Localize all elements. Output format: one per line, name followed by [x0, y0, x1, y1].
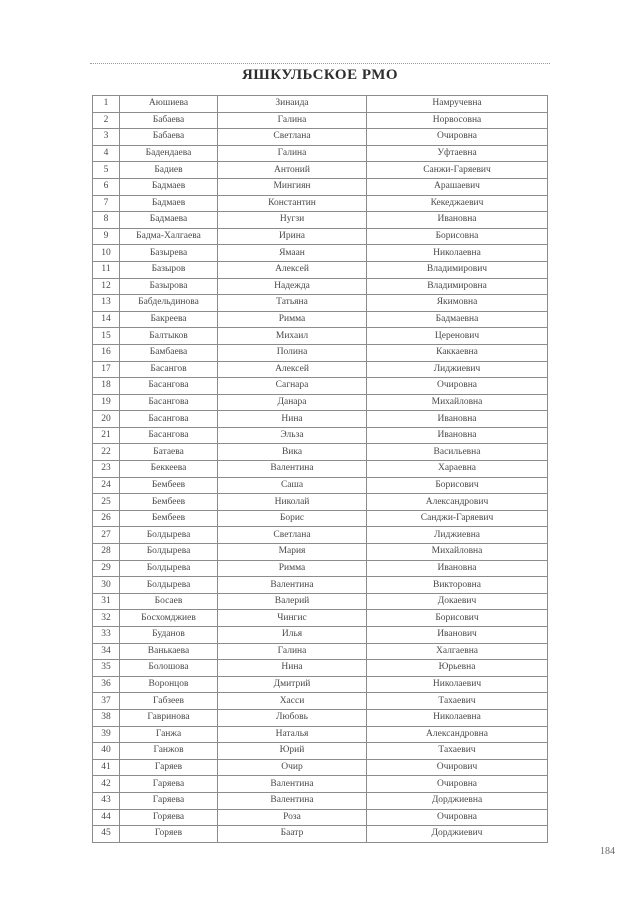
patronymic-cell: Иванович	[367, 627, 548, 644]
patronymic-cell: Уфтаевна	[367, 145, 548, 162]
patronymic-cell: Владимирович	[367, 261, 548, 278]
row-number: 6	[93, 178, 120, 195]
names-table	[92, 95, 548, 843]
surname-cell: Басангова	[120, 427, 218, 444]
surname-cell: Бадендаева	[120, 145, 218, 162]
name-cell: Татьяна	[218, 295, 367, 312]
row-number: 28	[93, 544, 120, 561]
patronymic-cell: Борисович	[367, 477, 548, 494]
row-number: 8	[93, 212, 120, 229]
patronymic-cell: Каккаевна	[367, 344, 548, 361]
table-row	[93, 178, 548, 195]
row-number: 23	[93, 461, 120, 478]
table-row	[93, 776, 548, 793]
patronymic-cell: Владимировна	[367, 278, 548, 295]
patronymic-cell: Ивановна	[367, 560, 548, 577]
surname-cell: Аюшиева	[120, 96, 218, 113]
name-cell: Зинаида	[218, 96, 367, 113]
surname-cell: Бабдельдинова	[120, 295, 218, 312]
name-cell: Борис	[218, 510, 367, 527]
patronymic-cell: Намручевна	[367, 96, 548, 113]
table-row	[93, 228, 548, 245]
row-number: 1	[93, 96, 120, 113]
patronymic-cell: Арашаевич	[367, 178, 548, 195]
surname-cell: Бадма-Халгаева	[120, 228, 218, 245]
table-row	[93, 394, 548, 411]
name-cell: Очир	[218, 759, 367, 776]
row-number: 10	[93, 245, 120, 262]
patronymic-cell: Ивановна	[367, 411, 548, 428]
surname-cell: Балтыков	[120, 328, 218, 345]
patronymic-cell: Александровна	[367, 726, 548, 743]
table-row	[93, 129, 548, 146]
name-cell: Наталья	[218, 726, 367, 743]
row-number: 11	[93, 261, 120, 278]
surname-cell: Ганжов	[120, 743, 218, 760]
names-table-body	[93, 96, 548, 843]
name-cell: Николай	[218, 494, 367, 511]
patronymic-cell: Норвосовна	[367, 112, 548, 129]
surname-cell: Батаева	[120, 444, 218, 461]
patronymic-cell: Михайловна	[367, 544, 548, 561]
surname-cell: Буданов	[120, 627, 218, 644]
row-number: 36	[93, 676, 120, 693]
table-row	[93, 311, 548, 328]
name-cell: Нугзи	[218, 212, 367, 229]
surname-cell: Беккеева	[120, 461, 218, 478]
row-number: 26	[93, 510, 120, 527]
patronymic-cell: Очирович	[367, 759, 548, 776]
patronymic-cell: Николаевна	[367, 245, 548, 262]
row-number: 39	[93, 726, 120, 743]
patronymic-cell: Бадмаевна	[367, 311, 548, 328]
surname-cell: Бабаева	[120, 129, 218, 146]
row-number: 25	[93, 494, 120, 511]
table-row	[93, 344, 548, 361]
surname-cell: Бембеев	[120, 510, 218, 527]
name-cell: Эльза	[218, 427, 367, 444]
table-row	[93, 328, 548, 345]
table-row	[93, 361, 548, 378]
name-cell: Галина	[218, 112, 367, 129]
surname-cell: Гаряева	[120, 776, 218, 793]
patronymic-cell: Хараевна	[367, 461, 548, 478]
surname-cell: Басангова	[120, 411, 218, 428]
name-cell: Валентина	[218, 461, 367, 478]
patronymic-cell: Лиджиевна	[367, 527, 548, 544]
name-cell: Галина	[218, 643, 367, 660]
table-row	[93, 162, 548, 179]
surname-cell: Бембеев	[120, 477, 218, 494]
table-row	[93, 245, 548, 262]
patronymic-cell: Санжи-Гаряевич	[367, 162, 548, 179]
page-title: ЯШКУЛЬСКОЕ РМО	[241, 67, 399, 83]
name-cell: Вика	[218, 444, 367, 461]
name-cell: Валентина	[218, 776, 367, 793]
row-number: 38	[93, 709, 120, 726]
row-number: 35	[93, 660, 120, 677]
top-divider	[90, 63, 550, 64]
surname-cell: Болдырева	[120, 577, 218, 594]
name-cell: Данара	[218, 394, 367, 411]
table-row	[93, 660, 548, 677]
patronymic-cell: Николаевич	[367, 676, 548, 693]
surname-cell: Бембеев	[120, 494, 218, 511]
row-number: 19	[93, 394, 120, 411]
table-row	[93, 411, 548, 428]
row-number: 15	[93, 328, 120, 345]
row-number: 22	[93, 444, 120, 461]
surname-cell: Ванькаева	[120, 643, 218, 660]
surname-cell: Болдырева	[120, 560, 218, 577]
name-cell: Михаил	[218, 328, 367, 345]
table-row	[93, 759, 548, 776]
name-cell: Чингис	[218, 610, 367, 627]
name-cell: Саша	[218, 477, 367, 494]
patronymic-cell: Викторовна	[367, 577, 548, 594]
name-cell: Дмитрий	[218, 676, 367, 693]
surname-cell: Ганжа	[120, 726, 218, 743]
table-row	[93, 96, 548, 113]
table-row	[93, 444, 548, 461]
surname-cell: Бадмаева	[120, 212, 218, 229]
row-number: 27	[93, 527, 120, 544]
name-cell: Полина	[218, 344, 367, 361]
table-row	[93, 826, 548, 843]
name-cell: Константин	[218, 195, 367, 212]
table-row	[93, 427, 548, 444]
row-number: 13	[93, 295, 120, 312]
table-row	[93, 510, 548, 527]
table-row	[93, 627, 548, 644]
row-number: 31	[93, 593, 120, 610]
surname-cell: Горяева	[120, 809, 218, 826]
surname-cell: Горяев	[120, 826, 218, 843]
row-number: 4	[93, 145, 120, 162]
surname-cell: Бабаева	[120, 112, 218, 129]
surname-cell: Гавринова	[120, 709, 218, 726]
table-row	[93, 527, 548, 544]
row-number: 37	[93, 693, 120, 710]
patronymic-cell: Халгаевна	[367, 643, 548, 660]
surname-cell: Болдырева	[120, 527, 218, 544]
surname-cell: Басангов	[120, 361, 218, 378]
patronymic-cell: Борисович	[367, 610, 548, 627]
patronymic-cell: Юрьевна	[367, 660, 548, 677]
name-cell: Светлана	[218, 129, 367, 146]
name-cell: Илья	[218, 627, 367, 644]
table-row	[93, 295, 548, 312]
table-row	[93, 544, 548, 561]
table-row	[93, 195, 548, 212]
surname-cell: Воронцов	[120, 676, 218, 693]
table-row	[93, 378, 548, 395]
row-number: 17	[93, 361, 120, 378]
surname-cell: Басангова	[120, 378, 218, 395]
row-number: 43	[93, 792, 120, 809]
row-number: 12	[93, 278, 120, 295]
name-cell: Римма	[218, 560, 367, 577]
name-cell: Нина	[218, 660, 367, 677]
name-cell: Алексей	[218, 261, 367, 278]
patronymic-cell: Очировна	[367, 378, 548, 395]
row-number: 3	[93, 129, 120, 146]
surname-cell: Бадиев	[120, 162, 218, 179]
surname-cell: Болошова	[120, 660, 218, 677]
patronymic-cell: Александрович	[367, 494, 548, 511]
surname-cell: Басангова	[120, 394, 218, 411]
patronymic-cell: Церенович	[367, 328, 548, 345]
name-cell: Мария	[218, 544, 367, 561]
row-number: 44	[93, 809, 120, 826]
patronymic-cell: Дорджиевна	[367, 792, 548, 809]
name-cell: Ямаан	[218, 245, 367, 262]
surname-cell: Базырева	[120, 245, 218, 262]
table-row	[93, 593, 548, 610]
surname-cell: Босхомджиев	[120, 610, 218, 627]
row-number: 9	[93, 228, 120, 245]
name-cell: Светлана	[218, 527, 367, 544]
surname-cell: Базырова	[120, 278, 218, 295]
table-row	[93, 726, 548, 743]
patronymic-cell: Лиджиевич	[367, 361, 548, 378]
table-row	[93, 809, 548, 826]
name-cell: Сагнара	[218, 378, 367, 395]
row-number: 30	[93, 577, 120, 594]
patronymic-cell: Тахаевич	[367, 693, 548, 710]
patronymic-cell: Михайловна	[367, 394, 548, 411]
row-number: 20	[93, 411, 120, 428]
row-number: 18	[93, 378, 120, 395]
row-number: 5	[93, 162, 120, 179]
table-row	[93, 792, 548, 809]
row-number: 16	[93, 344, 120, 361]
patronymic-cell: Васильевна	[367, 444, 548, 461]
surname-cell: Габзеев	[120, 693, 218, 710]
table-row	[93, 261, 548, 278]
name-cell: Антоний	[218, 162, 367, 179]
name-cell: Валентина	[218, 792, 367, 809]
table-row	[93, 477, 548, 494]
name-cell: Валентина	[218, 577, 367, 594]
row-number: 29	[93, 560, 120, 577]
table-row	[93, 112, 548, 129]
surname-cell: Бадмаев	[120, 178, 218, 195]
surname-cell: Гаряева	[120, 792, 218, 809]
name-cell: Баатр	[218, 826, 367, 843]
name-cell: Хасси	[218, 693, 367, 710]
table-row	[93, 278, 548, 295]
name-cell: Любовь	[218, 709, 367, 726]
table-row	[93, 610, 548, 627]
patronymic-cell: Дорджиевич	[367, 826, 548, 843]
patronymic-cell: Санджи-Гаряевич	[367, 510, 548, 527]
name-cell: Роза	[218, 809, 367, 826]
row-number: 40	[93, 743, 120, 760]
surname-cell: Бамбаева	[120, 344, 218, 361]
patronymic-cell: Докаевич	[367, 593, 548, 610]
name-cell: Юрий	[218, 743, 367, 760]
table-row	[93, 743, 548, 760]
name-cell: Валерий	[218, 593, 367, 610]
patronymic-cell: Очировна	[367, 776, 548, 793]
name-cell: Ирина	[218, 228, 367, 245]
name-cell: Надежда	[218, 278, 367, 295]
patronymic-cell: Тахаевич	[367, 743, 548, 760]
table-row	[93, 461, 548, 478]
patronymic-cell: Ивановна	[367, 427, 548, 444]
name-cell: Мингиян	[218, 178, 367, 195]
row-number: 41	[93, 759, 120, 776]
row-number: 32	[93, 610, 120, 627]
surname-cell: Базыров	[120, 261, 218, 278]
patronymic-cell: Николаевна	[367, 709, 548, 726]
surname-cell: Бадмаев	[120, 195, 218, 212]
table-row	[93, 643, 548, 660]
page-number: 184	[600, 846, 615, 857]
table-row	[93, 494, 548, 511]
row-number: 21	[93, 427, 120, 444]
patronymic-cell: Очировна	[367, 129, 548, 146]
surname-cell: Гаряев	[120, 759, 218, 776]
row-number: 42	[93, 776, 120, 793]
row-number: 33	[93, 627, 120, 644]
row-number: 14	[93, 311, 120, 328]
table-row	[93, 693, 548, 710]
row-number: 7	[93, 195, 120, 212]
patronymic-cell: Кекеджаевич	[367, 195, 548, 212]
patronymic-cell: Очировна	[367, 809, 548, 826]
surname-cell: Босаев	[120, 593, 218, 610]
table-row	[93, 560, 548, 577]
table-row	[93, 709, 548, 726]
table-row	[93, 145, 548, 162]
name-cell: Нина	[218, 411, 367, 428]
row-number: 45	[93, 826, 120, 843]
row-number: 34	[93, 643, 120, 660]
name-cell: Римма	[218, 311, 367, 328]
name-cell: Алексей	[218, 361, 367, 378]
patronymic-cell: Ивановна	[367, 212, 548, 229]
surname-cell: Бакреева	[120, 311, 218, 328]
row-number: 24	[93, 477, 120, 494]
surname-cell: Болдырева	[120, 544, 218, 561]
table-row	[93, 212, 548, 229]
patronymic-cell: Якимовна	[367, 295, 548, 312]
table-row	[93, 676, 548, 693]
table-row	[93, 577, 548, 594]
name-cell: Галина	[218, 145, 367, 162]
patronymic-cell: Борисовна	[367, 228, 548, 245]
row-number: 2	[93, 112, 120, 129]
